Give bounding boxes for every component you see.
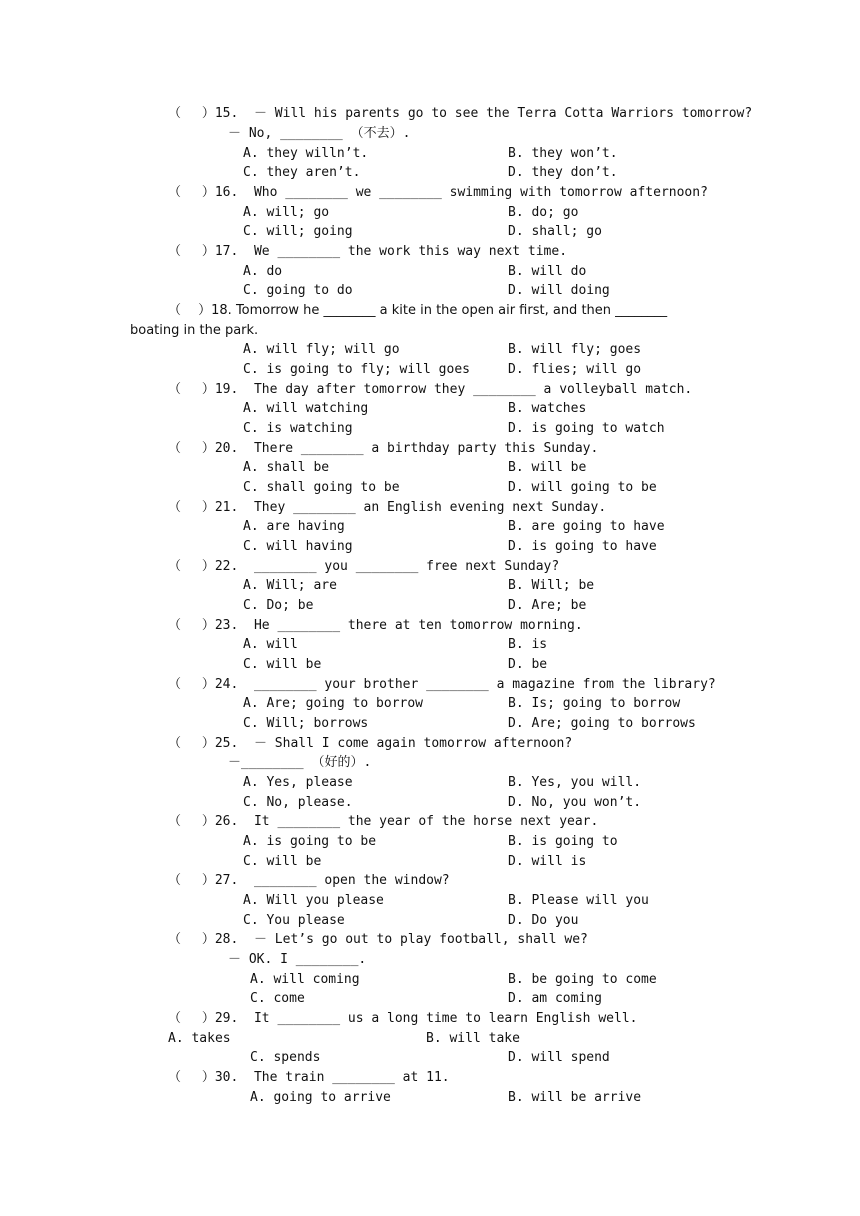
question-30-option-a[interactable]: A. going to arrive: [250, 1090, 391, 1105]
question-18-option-a[interactable]: A. will fly; will go: [243, 342, 400, 357]
question-28-answer-line: － OK. I ________.: [228, 952, 367, 967]
question-25-option-d[interactable]: D. No, you won’t.: [508, 795, 642, 810]
question-18-stem-continued: boating in the park.: [130, 323, 259, 338]
question-23-option-a[interactable]: A. will: [243, 637, 298, 652]
question-27-option-c[interactable]: C. You please: [243, 913, 345, 928]
question-26-stem: （ ）26. It ________ the year of the horse next year.: [168, 814, 599, 829]
question-26-option-c[interactable]: C. will be: [243, 854, 322, 869]
question-27-option-a[interactable]: A. Will you please: [243, 893, 384, 908]
question-25-option-c[interactable]: C. No, please.: [243, 795, 353, 810]
question-15-option-d[interactable]: D. they don’t.: [508, 165, 618, 180]
question-18-stem: （ ）18. Tomorrow he ________ a kite in the open air first, and then ________: [168, 303, 668, 318]
question-26-option-b[interactable]: B. is going to: [508, 834, 618, 849]
question-24-option-a[interactable]: A. Are; going to borrow: [243, 696, 424, 711]
question-29-option-a[interactable]: A. takes: [168, 1031, 231, 1046]
question-21-stem: （ ）21. They ________ an English evening next Sunday.: [168, 500, 607, 515]
question-29-option-c[interactable]: C. spends: [250, 1050, 321, 1065]
question-28-stem: （ ）28. － Let’s go out to play football, shall we?: [168, 932, 588, 947]
question-16-option-a[interactable]: A. will; go: [243, 205, 330, 220]
question-16-stem: （ ）16. Who ________ we ________ swimming with tomorrow afternoon?: [168, 185, 708, 200]
question-20-option-a[interactable]: A. shall be: [243, 460, 330, 475]
question-19-option-d[interactable]: D. is going to watch: [508, 421, 665, 436]
question-17-stem: （ ）17. We ________ the work this way next time.: [168, 244, 568, 259]
question-19-option-b[interactable]: B. watches: [508, 401, 587, 416]
question-26-option-a[interactable]: A. is going to be: [243, 834, 377, 849]
question-22-stem: （ ）22. ________ you ________ free next Sunday?: [168, 559, 560, 574]
question-21-option-b[interactable]: B. are going to have: [508, 519, 665, 534]
question-28-option-a[interactable]: A. will coming: [250, 972, 360, 987]
question-25-answer-line: －________ （好的）.: [228, 755, 372, 770]
question-16-option-b[interactable]: B. do; go: [508, 205, 579, 220]
question-23-option-c[interactable]: C. will be: [243, 657, 322, 672]
question-15-answer-line: － No, ________ （不去）.: [228, 126, 411, 141]
question-24-option-d[interactable]: D. Are; going to borrows: [508, 716, 696, 731]
question-29-option-b[interactable]: B. will take: [426, 1031, 520, 1046]
question-20-option-d[interactable]: D. will going to be: [508, 480, 657, 495]
question-20-option-c[interactable]: C. shall going to be: [243, 480, 400, 495]
question-30-option-b[interactable]: B. will be arrive: [508, 1090, 642, 1105]
question-24-option-c[interactable]: C. Will; borrows: [243, 716, 369, 731]
question-18-option-b[interactable]: B. will fly; goes: [508, 342, 642, 357]
question-21-option-a[interactable]: A. are having: [243, 519, 345, 534]
question-22-option-b[interactable]: B. Will; be: [508, 578, 595, 593]
question-15-stem: （ ）15. － Will his parents go to see the Terra Cotta Warriors tomorrow?: [168, 106, 753, 121]
question-23-option-b[interactable]: B. is: [508, 637, 548, 652]
question-24-option-b[interactable]: B. Is; going to borrow: [508, 696, 681, 711]
question-25-option-b[interactable]: B. Yes, you will.: [508, 775, 642, 790]
question-21-option-d[interactable]: D. is going to have: [508, 539, 657, 554]
question-27-option-d[interactable]: D. Do you: [508, 913, 579, 928]
question-25-option-a[interactable]: A. Yes, please: [243, 775, 353, 790]
question-17-option-d[interactable]: D. will doing: [508, 283, 610, 298]
question-28-option-c[interactable]: C. come: [250, 991, 305, 1006]
question-22-option-c[interactable]: C. Do; be: [243, 598, 314, 613]
question-29-option-d[interactable]: D. will spend: [508, 1050, 610, 1065]
question-15-option-b[interactable]: B. they won’t.: [508, 146, 618, 161]
question-21-option-c[interactable]: C. will having: [243, 539, 353, 554]
question-15-option-c[interactable]: C. they aren’t.: [243, 165, 361, 180]
question-28-option-b[interactable]: B. be going to come: [508, 972, 657, 987]
question-23-option-d[interactable]: D. be: [508, 657, 548, 672]
question-17-option-c[interactable]: C. going to do: [243, 283, 353, 298]
question-17-option-b[interactable]: B. will do: [508, 264, 587, 279]
question-19-option-a[interactable]: A. will watching: [243, 401, 369, 416]
question-16-option-c[interactable]: C. will; going: [243, 224, 353, 239]
question-20-option-b[interactable]: B. will be: [508, 460, 587, 475]
question-24-stem: （ ）24. ________ your brother ________ a magazine from the library?: [168, 677, 716, 692]
question-22-option-a[interactable]: A. Will; are: [243, 578, 337, 593]
question-25-stem: （ ）25. － Shall I come again tomorrow afternoon?: [168, 736, 573, 751]
question-20-stem: （ ）20. There ________ a birthday party this Sunday.: [168, 441, 599, 456]
question-18-option-c[interactable]: C. is going to fly; will goes: [243, 362, 470, 377]
question-15-option-a[interactable]: A. they willn’t.: [243, 146, 369, 161]
question-30-stem: （ ）30. The train ________ at 11.: [168, 1070, 450, 1085]
question-17-option-a[interactable]: A. do: [243, 264, 283, 279]
question-19-stem: （ ）19. The day after tomorrow they ________ a volleyball match.: [168, 382, 693, 397]
question-22-option-d[interactable]: D. Are; be: [508, 598, 587, 613]
question-28-option-d[interactable]: D. am coming: [508, 991, 602, 1006]
question-16-option-d[interactable]: D. shall; go: [508, 224, 602, 239]
question-29-stem: （ ）29. It ________ us a long time to learn English well.: [168, 1011, 638, 1026]
question-19-option-c[interactable]: C. is watching: [243, 421, 353, 436]
question-27-option-b[interactable]: B. Please will you: [508, 893, 649, 908]
question-23-stem: （ ）23. He ________ there at ten tomorrow morning.: [168, 618, 583, 633]
question-18-option-d[interactable]: D. flies; will go: [508, 362, 642, 377]
question-27-stem: （ ）27. ________ open the window?: [168, 873, 450, 888]
question-26-option-d[interactable]: D. will is: [508, 854, 587, 869]
